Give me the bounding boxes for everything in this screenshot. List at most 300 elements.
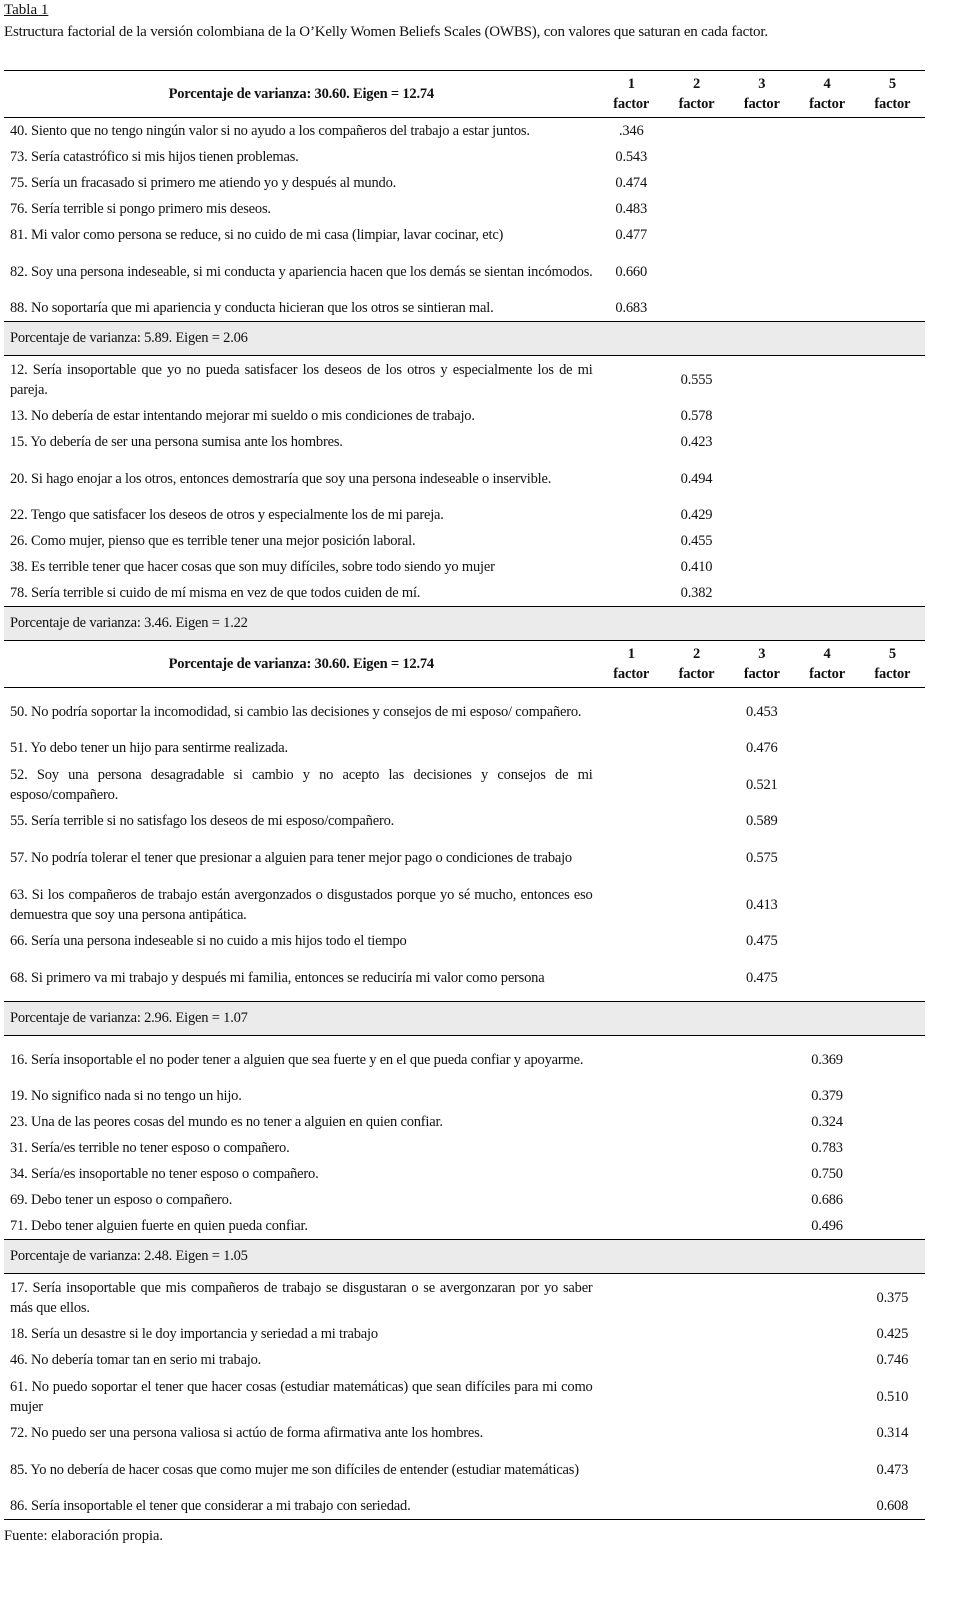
- variance-band-row: [4, 322, 925, 356]
- factor-3-loading: 0.521: [745, 776, 778, 793]
- factor-2-loading: [664, 808, 729, 834]
- item-text: 51. Yo debo tener un hijo para sentirme realizada.: [10, 740, 288, 756]
- factor-1-loading: [599, 954, 664, 1002]
- factor-header-3: [729, 71, 794, 118]
- factor-2-loading: [664, 688, 729, 736]
- factor-5-loading: [860, 1135, 925, 1161]
- factor-3-loading: [729, 356, 794, 404]
- table-row: [4, 1373, 925, 1420]
- factor-2-loading: [664, 735, 729, 761]
- table-row: [4, 528, 925, 554]
- factor-5-loading: 0.608: [860, 1493, 925, 1520]
- factor-4-loading: [794, 808, 859, 834]
- factor-5-loading: [860, 1083, 925, 1109]
- factor-5-loading: [860, 196, 925, 222]
- item-text: 61. No puedo soportar el tener que hacer cosas (estudiar matemáticas) que sean difíciles para mi como mujer: [10, 1378, 593, 1415]
- factor-1-loading: [599, 1420, 664, 1446]
- factor-2-loading: [664, 881, 729, 928]
- factor-5-loading: 0.314: [876, 1425, 909, 1441]
- factor-4-loading: [794, 1493, 859, 1520]
- factor-4-loading: [794, 735, 859, 761]
- factor-1-loading: [599, 1036, 664, 1084]
- factor-3-loading: [729, 554, 794, 580]
- factor-4-loading: 0.783: [811, 1140, 843, 1156]
- item-text: 76. Sería terrible si pongo primero mis deseos.: [10, 201, 271, 217]
- factor-1-loading: [599, 580, 664, 607]
- factor-4-loading: [794, 455, 859, 502]
- table-header-row: [4, 641, 925, 688]
- factor-2-loading: [664, 1109, 729, 1135]
- item-text: 78. Sería terrible si cuido de mí misma en vez de que todos cuiden de mí.: [10, 585, 421, 601]
- factor-3-loading: [729, 1036, 794, 1084]
- item-text: 13. No debería de estar intentando mejorar mi sueldo o mis condiciones de trabajo.: [10, 408, 475, 424]
- factor-number: 1: [627, 646, 635, 662]
- factor-label: factor: [809, 666, 845, 682]
- factor-5-loading: [860, 248, 925, 295]
- factor-2-loading: [664, 954, 729, 1002]
- factor-3-loading: [729, 429, 794, 455]
- table-row: [4, 455, 925, 502]
- factor-4-loading: [794, 1446, 859, 1493]
- factor-2-loading: [664, 295, 729, 322]
- table-row: [4, 1109, 925, 1135]
- factor-4-loading: [794, 688, 859, 736]
- factor-4-loading: 0.379: [811, 1088, 843, 1104]
- factor-5-loading: 0.473: [876, 1461, 909, 1478]
- factor-header-4: [794, 641, 859, 688]
- factor-1-loading: 0.683: [615, 300, 648, 316]
- factor-1-loading: [599, 834, 664, 881]
- factor-3-loading: [729, 1373, 794, 1420]
- table-row: [4, 222, 925, 248]
- item-text: 50. No podría soportar la incomodidad, si cambio las decisiones y consejos de mi esposo/ compañero.: [10, 703, 582, 720]
- factor-4-loading: [794, 222, 859, 248]
- item-text: 52. Soy una persona desagradable si cambio y no acepto las decisiones y consejos de mi esposo/compañero.: [10, 766, 593, 803]
- item-text: 63. Si los compañeros de trabajo están avergonzados o disgustados porque yo sé mucho, entonces eso demuestra que soy una persona antipática.: [10, 886, 593, 923]
- table-row: [4, 834, 925, 881]
- factor-3-loading: [729, 1321, 794, 1347]
- table-row: [4, 1083, 925, 1109]
- factor-2-loading: [664, 1373, 729, 1420]
- factor-label: factor: [743, 666, 780, 682]
- factor-1-loading: [599, 1109, 664, 1135]
- item-text: 17. Sería insoportable que mis compañeros de trabajo se disgustaran o se avergonzaran por yo saber más que ellos.: [10, 1279, 593, 1316]
- factor-5-loading: [860, 528, 925, 554]
- factor-2-loading: [664, 1083, 729, 1109]
- factor-5-loading: [860, 1036, 925, 1084]
- factor-number: 5: [888, 76, 896, 92]
- factor-4-loading: [794, 502, 859, 528]
- table-row: [4, 1274, 925, 1322]
- table-row: [4, 1446, 925, 1493]
- factor-2-loading: 0.494: [680, 470, 713, 487]
- factor-3-loading: [729, 403, 794, 429]
- factor-1-loading: 0.543: [615, 149, 648, 165]
- variance-band-title: Porcentaje de varianza: 3.46. Eigen = 1.22: [4, 607, 925, 641]
- factor-1-loading: [599, 735, 664, 761]
- item-text: 31. Sería/es terrible no tener esposo o compañero.: [10, 1140, 290, 1156]
- factor-4-loading: [794, 144, 859, 170]
- table-row: [4, 196, 925, 222]
- factor-header-5: [860, 71, 925, 118]
- factor-2-loading: 0.410: [680, 559, 713, 575]
- factor-3-loading: [729, 1083, 794, 1109]
- factor-1-loading: [599, 808, 664, 834]
- factor-4-loading: [794, 954, 859, 1002]
- factor-4-loading: [794, 170, 859, 196]
- item-text: 26. Como mujer, pienso que es terrible tener una mejor posición laboral.: [10, 533, 416, 549]
- variance-band-row: [4, 1002, 925, 1036]
- factor-header-5: [860, 641, 925, 688]
- factor-4-loading: [794, 118, 859, 145]
- factor-5-loading: [860, 580, 925, 607]
- factor-label: factor: [743, 96, 780, 112]
- factor-5-loading: [860, 455, 925, 502]
- factor-4-loading: 0.324: [811, 1114, 843, 1130]
- factor-5-loading: [860, 144, 925, 170]
- factor-number: 3: [758, 646, 766, 662]
- factor-2-loading: [664, 1274, 729, 1322]
- item-text: 57. No podría tolerar el tener que presionar a alguien para tener mejor pago o condiciones de trabajo: [10, 849, 572, 866]
- factor-4-loading: 0.496: [811, 1218, 843, 1234]
- variance-band-title: Porcentaje de varianza: 2.96. Eigen = 1.07: [4, 1002, 925, 1036]
- factor-2-loading: [664, 1036, 729, 1084]
- factor-3-loading: 0.413: [745, 896, 778, 913]
- header-variance-title: Porcentaje de varianza: 30.60. Eigen = 12.74: [4, 641, 599, 688]
- factor-3-loading: [729, 144, 794, 170]
- factor-5-loading: [860, 881, 925, 928]
- factor-label: factor: [678, 96, 715, 112]
- factor-1-loading: [599, 1274, 664, 1322]
- table-source: Fuente: elaboración propia.: [4, 1528, 164, 1544]
- factor-4-loading: [794, 429, 859, 455]
- factor-3-loading: [729, 528, 794, 554]
- item-text: 72. No puedo ser una persona valiosa si actúo de forma afirmativa ante los hombres.: [10, 1425, 484, 1441]
- factor-1-loading: [599, 761, 664, 808]
- item-text: 19. No significo nada si no tengo un hijo.: [10, 1088, 242, 1104]
- factor-4-loading: [794, 528, 859, 554]
- factor-1-loading: [599, 881, 664, 928]
- factor-3-loading: 0.453: [745, 703, 778, 720]
- factor-3-loading: [729, 118, 794, 145]
- factor-5-loading: [860, 1187, 925, 1213]
- table-row: [4, 1135, 925, 1161]
- factor-4-loading: [794, 1347, 859, 1373]
- item-text: 85. Yo no debería de hacer cosas que como mujer me son difíciles de entender (estudiar matemáticas): [10, 1461, 579, 1478]
- factor-label: factor: [874, 96, 911, 112]
- factor-2-loading: [664, 1347, 729, 1373]
- factor-4-loading: [794, 248, 859, 295]
- factor-4-loading: 0.686: [811, 1192, 843, 1208]
- factor-4-loading: [794, 356, 859, 404]
- table-row: [4, 248, 925, 295]
- table-row: [4, 928, 925, 954]
- factor-1-loading: [599, 455, 664, 502]
- factor-2-loading: [664, 118, 729, 145]
- factor-2-loading: [664, 1321, 729, 1347]
- factor-3-loading: [729, 502, 794, 528]
- factor-header-3: [729, 641, 794, 688]
- factor-3-loading: [729, 1135, 794, 1161]
- item-text: 71. Debo tener alguien fuerte en quien pueda confiar.: [10, 1218, 308, 1234]
- factor-4-loading: [794, 928, 859, 954]
- factor-label: factor: [613, 96, 650, 112]
- factor-header-1: [599, 71, 664, 118]
- item-text: 88. No soportaría que mi apariencia y conducta hicieran que los otros se sintieran mal.: [10, 300, 494, 316]
- item-text: 18. Sería un desastre si le doy importancia y seriedad a mi trabajo: [10, 1326, 378, 1342]
- variance-band-title: Porcentaje de varianza: 2.48. Eigen = 1.05: [4, 1240, 925, 1274]
- factor-3-loading: [729, 170, 794, 196]
- table-header-row: [4, 71, 925, 118]
- factor-2-loading: [664, 196, 729, 222]
- item-text: 66. Sería una persona indeseable si no cuido a mis hijos todo el tiempo: [10, 933, 407, 949]
- table-row: [4, 1036, 925, 1084]
- factor-1-loading: .346: [618, 123, 644, 139]
- factor-3-loading: [729, 580, 794, 607]
- header-variance-title: Porcentaje de varianza: 30.60. Eigen = 12.74: [4, 71, 599, 118]
- table-caption: Estructura factorial de la versión colombiana de la O’Kelly Women Beliefs Scales (OWBS), con valores que saturan en cada factor.: [4, 24, 768, 40]
- factor-1-loading: [599, 1187, 664, 1213]
- factor-4-loading: [794, 580, 859, 607]
- factor-1-loading: [599, 502, 664, 528]
- factor-5-loading: [860, 928, 925, 954]
- factor-2-loading: 0.455: [680, 533, 713, 549]
- factor-4-loading: 0.750: [811, 1166, 843, 1182]
- factor-4-loading: [794, 1274, 859, 1322]
- table-row: [4, 1420, 925, 1446]
- factor-5-loading: 0.375: [876, 1289, 909, 1306]
- factor-1-loading: [599, 1135, 664, 1161]
- factor-4-loading: [794, 403, 859, 429]
- factor-label: factor: [809, 96, 845, 112]
- item-text: 12. Sería insoportable que yo no pueda satisfacer los deseos de los otros y especialmente los de mi pareja.: [10, 361, 593, 398]
- factor-5-loading: [860, 954, 925, 1002]
- factor-2-loading: 0.423: [680, 434, 713, 450]
- factor-3-loading: [729, 1420, 794, 1446]
- factor-header-2: [664, 641, 729, 688]
- item-text: 20. Si hago enojar a los otros, entonces demostraría que soy una persona indeseable o inservible.: [10, 470, 552, 487]
- factor-5-loading: [860, 1213, 925, 1240]
- factor-4-loading: 0.369: [811, 1051, 843, 1068]
- factor-5-loading: 0.510: [876, 1388, 909, 1405]
- factor-number: 4: [823, 646, 831, 662]
- item-text: 69. Debo tener un esposo o compañero.: [10, 1192, 233, 1208]
- factor-3-loading: [729, 295, 794, 322]
- factor-number: 5: [888, 646, 896, 662]
- factor-1-loading: [599, 528, 664, 554]
- table-row: [4, 761, 925, 808]
- factor-4-loading: [794, 196, 859, 222]
- factor-5-loading: [860, 1161, 925, 1187]
- factor-1-loading: [599, 1493, 664, 1520]
- factor-2-loading: [664, 1213, 729, 1240]
- factor-5-loading: [860, 1109, 925, 1135]
- factor-3-loading: [729, 248, 794, 295]
- table-row: [4, 1347, 925, 1373]
- factor-1-loading: [599, 688, 664, 736]
- factor-3-loading: [729, 455, 794, 502]
- factor-5-loading: [860, 170, 925, 196]
- factor-label: factor: [874, 666, 911, 682]
- factor-1-loading: [599, 554, 664, 580]
- item-text: 46. No debería tomar tan en serio mi trabajo.: [10, 1352, 262, 1368]
- factor-4-loading: [794, 761, 859, 808]
- factor-2-loading: [664, 1135, 729, 1161]
- table-row: [4, 1321, 925, 1347]
- item-text: 73. Sería catastrófico si mis hijos tienen problemas.: [10, 149, 299, 165]
- factor-2-loading: [664, 1493, 729, 1520]
- factor-4-loading: [794, 1321, 859, 1347]
- table-row: [4, 429, 925, 455]
- factor-3-loading: [729, 196, 794, 222]
- factor-2-loading: [664, 1446, 729, 1493]
- item-text: 22. Tengo que satisfacer los deseos de otros y especialmente los de mi pareja.: [10, 507, 444, 523]
- factor-table: [4, 70, 925, 1520]
- factor-2-loading: [664, 170, 729, 196]
- factor-5-loading: [860, 502, 925, 528]
- factor-3-loading: [729, 1213, 794, 1240]
- factor-1-loading: [599, 928, 664, 954]
- table-row: [4, 403, 925, 429]
- item-text: 82. Soy una persona indeseable, si mi conducta y apariencia hacen que los demás se sientan incómodos.: [10, 263, 593, 280]
- factor-5-loading: 0.746: [876, 1352, 909, 1368]
- factor-1-loading: 0.483: [615, 201, 648, 217]
- factor-3-loading: [729, 1161, 794, 1187]
- factor-2-loading: [664, 248, 729, 295]
- factor-label: factor: [678, 666, 715, 682]
- table-row: [4, 1493, 925, 1520]
- factor-5-loading: [860, 429, 925, 455]
- factor-5-loading: [860, 554, 925, 580]
- item-text: 86. Sería insoportable el tener que considerar a mi trabajo con seriedad.: [4, 1493, 599, 1520]
- factor-1-loading: [599, 356, 664, 404]
- factor-5-loading: [860, 761, 925, 808]
- factor-1-loading: [599, 1161, 664, 1187]
- factor-3-loading: 0.575: [745, 849, 778, 866]
- item-text: 68. Si primero va mi trabajo y después mi familia, entonces se reduciría mi valor como persona: [10, 969, 545, 986]
- factor-number: 4: [823, 76, 831, 92]
- factor-3-loading: 0.475: [745, 933, 778, 949]
- factor-5-loading: 0.425: [876, 1326, 909, 1342]
- item-text: 15. Yo debería de ser una persona sumisa ante los hombres.: [10, 434, 343, 450]
- factor-5-loading: [860, 735, 925, 761]
- factor-2-loading: [664, 761, 729, 808]
- table-row: [4, 502, 925, 528]
- factor-4-loading: [794, 1420, 859, 1446]
- factor-2-loading: [664, 1187, 729, 1213]
- factor-number: 2: [692, 76, 701, 92]
- factor-1-loading: 0.474: [615, 175, 648, 191]
- factor-5-loading: [860, 118, 925, 145]
- table-row: [4, 295, 925, 322]
- table-row: [4, 808, 925, 834]
- factor-header-4: [794, 71, 859, 118]
- factor-4-loading: [794, 554, 859, 580]
- factor-3-loading: [729, 1109, 794, 1135]
- item-text: 55. Sería terrible si no satisfago los deseos de mi esposo/compañero.: [10, 813, 395, 829]
- factor-3-loading: [729, 1187, 794, 1213]
- factor-5-loading: [860, 403, 925, 429]
- table-row: [4, 1161, 925, 1187]
- item-text: 23. Una de las peores cosas del mundo es no tener a alguien en quien confiar.: [10, 1114, 443, 1130]
- factor-3-loading: [729, 1446, 794, 1493]
- factor-2-loading: [664, 834, 729, 881]
- factor-label: factor: [613, 666, 650, 682]
- item-text: 34. Sería/es insoportable no tener esposo o compañero.: [10, 1166, 319, 1182]
- item-text: 81. Mi valor como persona se reduce, si no cuido de mi casa (limpiar, lavar cocinar, etc): [10, 227, 504, 243]
- table-row: [4, 554, 925, 580]
- factor-4-loading: [794, 295, 859, 322]
- table-row: [4, 170, 925, 196]
- factor-2-loading: [664, 928, 729, 954]
- factor-5-loading: [860, 356, 925, 404]
- table-row: [4, 688, 925, 736]
- factor-number: 1: [627, 76, 635, 92]
- factor-1-loading: [599, 1213, 664, 1240]
- factor-1-loading: [599, 1321, 664, 1347]
- item-text: 75. Sería un fracasado si primero me atiendo yo y después al mundo.: [10, 175, 397, 191]
- factor-2-loading: [664, 1161, 729, 1187]
- variance-band-title: Porcentaje de varianza: 5.89. Eigen = 2.06: [4, 322, 925, 356]
- factor-number: 2: [692, 646, 701, 662]
- table-row: [4, 1187, 925, 1213]
- factor-3-loading: [729, 1347, 794, 1373]
- item-text: 38. Es terrible tener que hacer cosas que son muy difíciles, sobre todo siendo yo mujer: [10, 559, 495, 575]
- factor-1-loading: [599, 1446, 664, 1493]
- table-label: Tabla 1: [4, 2, 49, 18]
- factor-3-loading: 0.476: [745, 740, 778, 756]
- factor-1-loading: [599, 403, 664, 429]
- factor-1-loading: 0.660: [615, 263, 648, 280]
- factor-4-loading: [794, 881, 859, 928]
- variance-band-row: [4, 607, 925, 641]
- factor-5-loading: [860, 295, 925, 322]
- factor-1-loading: [599, 429, 664, 455]
- variance-band-row: [4, 1240, 925, 1274]
- factor-5-loading: [860, 834, 925, 881]
- factor-2-loading: 0.578: [680, 408, 713, 424]
- factor-header-1: [599, 641, 664, 688]
- table-row: [4, 118, 925, 145]
- table-row: [4, 881, 925, 928]
- factor-3-loading: 0.475: [745, 969, 778, 986]
- table-row: [4, 580, 925, 607]
- factor-5-loading: [860, 688, 925, 736]
- table-row: [4, 735, 925, 761]
- factor-1-loading: [599, 1373, 664, 1420]
- factor-3-loading: 0.589: [745, 813, 778, 829]
- factor-2-loading: [664, 1420, 729, 1446]
- factor-1-loading: [599, 1347, 664, 1373]
- table-row: [4, 954, 925, 1002]
- factor-3-loading: [729, 1274, 794, 1322]
- table-row: [4, 356, 925, 404]
- factor-1-loading: [599, 1083, 664, 1109]
- item-text: 40. Siento que no tengo ningún valor si no ayudo a los compañeros del trabajo a estar juntos.: [10, 123, 530, 139]
- factor-1-loading: 0.477: [615, 227, 648, 243]
- factor-3-loading: [729, 222, 794, 248]
- factor-2-loading: [664, 144, 729, 170]
- factor-4-loading: [794, 1373, 859, 1420]
- table-row: [4, 1213, 925, 1240]
- factor-2-loading: 0.382: [680, 585, 713, 601]
- table-row: [4, 144, 925, 170]
- item-text: 16. Sería insoportable el no poder tener a alguien que sea fuerte y en el que pueda confiar y apoyarme.: [10, 1051, 584, 1068]
- factor-5-loading: [860, 808, 925, 834]
- factor-number: 3: [758, 76, 766, 92]
- factor-4-loading: [794, 834, 859, 881]
- factor-2-loading: 0.429: [680, 507, 713, 523]
